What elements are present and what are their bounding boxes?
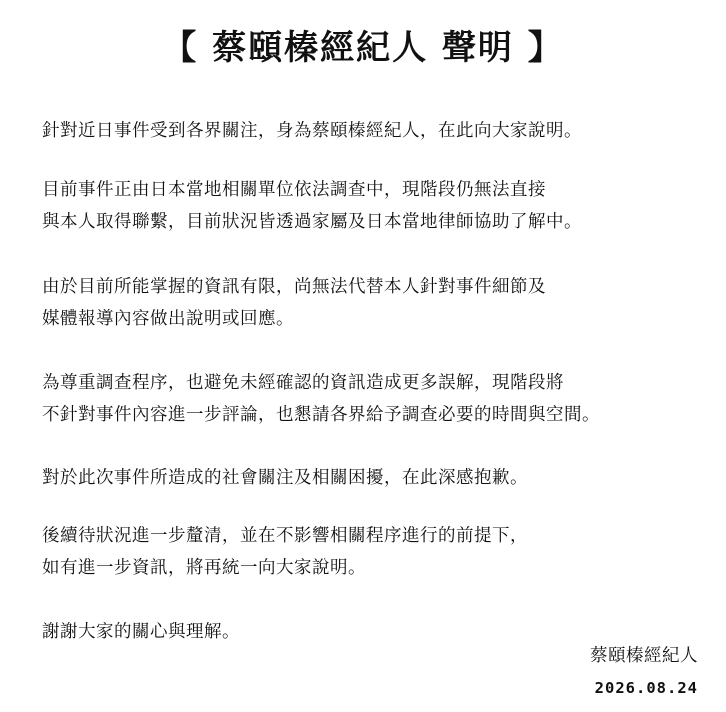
paragraph-line: 與本人取得聯繫，目前狀況皆透過家屬及日本當地律師協助了解中。 — [42, 212, 582, 232]
paragraph-line: 如有進一步資訊，將再統一向大家說明。 — [42, 558, 366, 578]
paragraph-respect-investigation — [42, 367, 692, 431]
paragraph-line: 針對近日事件受到各界關注，身為蔡頤榛經紀人，在此向大家說明。 — [42, 121, 582, 141]
paragraph-apology — [42, 462, 692, 494]
paragraph-follow-up — [42, 520, 692, 584]
paragraph-intro — [42, 115, 692, 147]
paragraph-line: 媒體報導內容做出說明或回應。 — [42, 309, 294, 329]
paragraph-investigation — [42, 174, 692, 238]
paragraph-line: 謝謝大家的關心與理解。 — [42, 622, 240, 642]
paragraph-line: 目前事件正由日本當地相關單位依法調查中，現階段仍無法直接 — [42, 180, 546, 200]
signature-block — [590, 640, 698, 704]
signature-date: 2026.08.24 — [594, 679, 698, 697]
paragraph-line: 不針對事件內容進一步評論，也懇請各界給予調查必要的時間與空間。 — [42, 405, 600, 425]
paragraph-line: 由於目前所能掌握的資訊有限，尚無法代替本人針對事件細節及 — [42, 277, 546, 297]
signature-name: 蔡頤榛經紀人 — [590, 646, 698, 666]
statement-title: 【 蔡頤榛經紀人 聲明 】 — [162, 28, 564, 68]
paragraph-line: 對於此次事件所造成的社會關注及相關困擾，在此深感抱歉。 — [42, 468, 528, 488]
paragraph-limited-info — [42, 271, 692, 335]
paragraph-line: 為尊重調查程序，也避免未經確認的資訊造成更多誤解，現階段將 — [42, 373, 564, 393]
paragraph-line: 後續待狀況進一步釐清，並在不影響相關程序進行的前提下， — [42, 526, 528, 546]
